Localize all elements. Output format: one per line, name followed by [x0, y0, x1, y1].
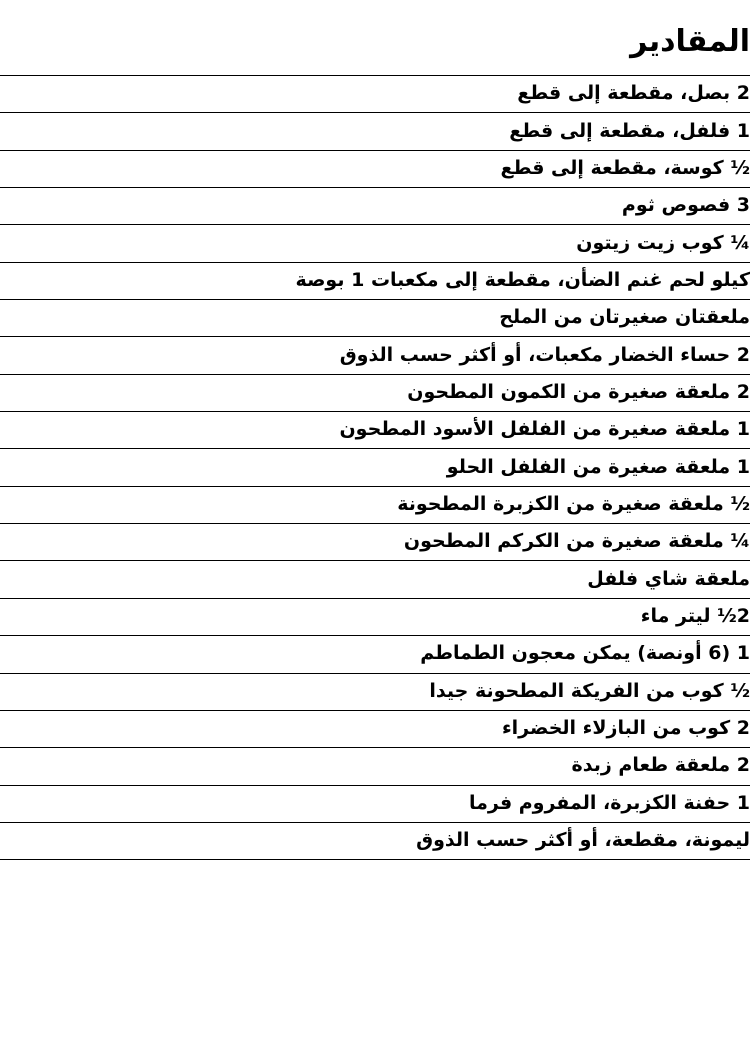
ingredient-text: ملعقة شاي فلفل — [587, 567, 750, 590]
ingredient-item — [0, 786, 750, 823]
ingredient-text: ½ كوب من الفريكة المطحونة جيدا — [429, 679, 750, 702]
ingredient-item — [0, 487, 750, 524]
ingredient-item — [0, 151, 750, 188]
ingredients-list — [0, 75, 750, 860]
ingredient-text: ½ كوسة، مقطعة إلى قطع — [500, 156, 750, 179]
ingredient-text: 1 فلفل، مقطعة إلى قطع — [509, 119, 750, 142]
ingredient-item — [0, 711, 750, 748]
ingredient-text: كيلو لحم غنم الضأن، مقطعة إلى مكعبات 1 بوصة — [295, 268, 750, 291]
ingredient-item — [0, 337, 750, 374]
ingredient-text: ¼ كوب زيت زيتون — [576, 231, 750, 254]
ingredient-item — [0, 524, 750, 561]
ingredient-text: 2 بصل، مقطعة إلى قطع — [517, 82, 750, 105]
ingredient-text: 2 ملعقة طعام زبدة — [571, 754, 750, 777]
ingredient-item — [0, 412, 750, 449]
ingredient-text: ملعقتان صغيرتان من الملح — [499, 306, 750, 329]
ingredient-item — [0, 113, 750, 150]
ingredient-text: 1 حفنة الكزبرة، المفروم فرما — [468, 791, 750, 814]
ingredient-item — [0, 300, 750, 337]
ingredient-text: 2 ملعقة صغيرة من الكمون المطحون — [407, 380, 750, 403]
ingredient-item — [0, 263, 750, 300]
ingredient-text: 1 ملعقة صغيرة من الفلفل الأسود المطحون — [339, 418, 750, 441]
ingredient-item — [0, 561, 750, 598]
ingredient-item — [0, 76, 750, 113]
ingredient-text: 1 ملعقة صغيرة من الفلفل الحلو — [446, 455, 750, 478]
ingredient-item — [0, 599, 750, 636]
ingredient-item — [0, 674, 750, 711]
ingredient-text: ليمونة، مقطعة، أو أكثر حسب الذوق — [416, 829, 750, 852]
ingredient-item — [0, 748, 750, 785]
ingredient-text: 3 فصوص ثوم — [621, 194, 750, 217]
ingredient-item — [0, 636, 750, 673]
ingredient-text: 2 حساء الخضار مكعبات، أو أكثر حسب الذوق — [339, 343, 750, 366]
ingredient-text: 2½ ليتر ماء — [640, 604, 750, 627]
section-title: المقادير — [630, 24, 750, 59]
ingredient-text: 1 (6 أونصة) يمكن معجون الطماطم — [420, 642, 750, 665]
ingredient-text: ½ ملعقة صغيرة من الكزبرة المطحونة — [397, 492, 750, 515]
ingredient-text: ¼ ملعقة صغيرة من الكركم المطحون — [403, 530, 750, 553]
ingredient-item — [0, 188, 750, 225]
ingredient-item — [0, 225, 750, 262]
ingredient-item — [0, 823, 750, 860]
ingredient-text: 2 كوب من البازلاء الخضراء — [501, 717, 750, 740]
ingredient-item — [0, 375, 750, 412]
ingredient-item — [0, 449, 750, 486]
